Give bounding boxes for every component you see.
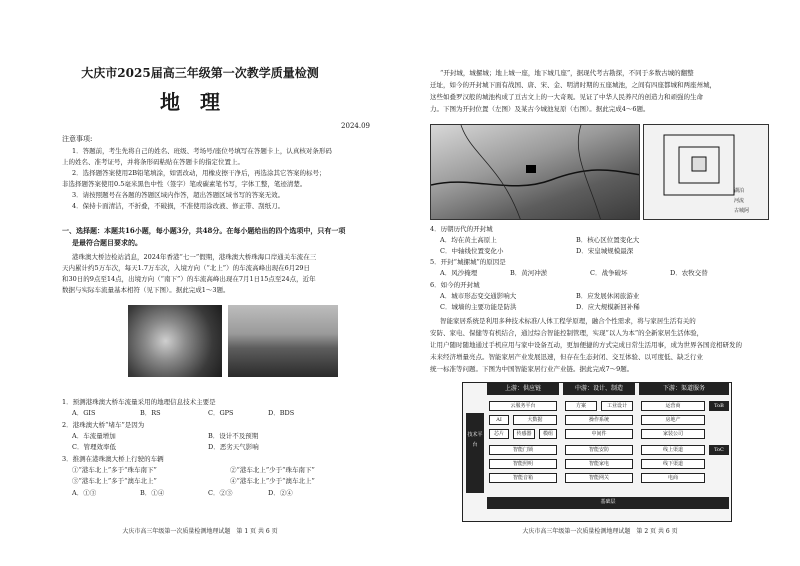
passage-line: 统一标准等问题。下图为中国智能家居行业产业链。据此完成7～9题。 <box>430 365 634 373</box>
box-carrier: 运营商 <box>641 401 705 411</box>
legend-ancient-city: 古城阿 <box>734 208 750 214</box>
passage-line: 安防、家电、保健等有机结合，通过综合智能控制管理，实现“以人为本”的全新家居生活体验， <box>430 329 704 337</box>
option: C．管理效率低 <box>72 443 116 451</box>
passage-line: 让用户随时随地通过手机应用与家中设备互动，更加便捷的方式完成日常生活用事，成为世界各国竞相研发的 <box>430 341 742 349</box>
option: ①“港车北上”多于“珠车南下” <box>72 466 157 474</box>
question-stem: 3．推测在港珠澳大桥上行驶的车辆 <box>62 455 164 463</box>
question-stem: 1．预测港珠澳大桥车流量采用的地理信息技术主要是 <box>62 398 216 406</box>
box-industrial-design: 工业设计 <box>601 401 633 411</box>
passage-line: 这些如叠罗汉般的城池构成了亘古文上的一大奇观。见证了中华人民养尺的创造力和顽强的生命 <box>430 93 703 101</box>
tech-platform-label: 技术平台 <box>466 413 484 493</box>
smart-home-industry-chain-diagram <box>462 382 732 522</box>
box-chip: 芯片 <box>489 429 509 439</box>
notice-item: 4．保持卡面清洁，不折叠，不破损，不准使用涂改液、修正带、刮纸刀。 <box>72 202 285 210</box>
legend-lake: 湖泊 <box>734 188 745 194</box>
question-stem: 4．历朝历代的开封城 <box>430 225 493 233</box>
passage-line: 智能家居系统是利用多种技术标准/人体工程学原理，融合个性需求，将与家居生活有关的 <box>440 317 696 325</box>
option: ④“港车北上”少于“澳车北上” <box>230 477 315 485</box>
box-solution: 方案 <box>565 401 597 411</box>
box-sensor: 传感器 <box>513 429 535 439</box>
notice-item: 2．选择题答案使用2B铅笔填涂，如需改动，用橡皮擦干净后，再选涂其它答案的标号； <box>72 169 326 177</box>
bridge-aerial-photo <box>128 305 222 377</box>
option: D．农牧交替 <box>670 269 708 277</box>
question-stem: 5．开封“城摞城”的原因是 <box>430 258 506 266</box>
option: D．恶劣天气影响 <box>208 443 259 451</box>
label-toc: ToC <box>709 445 729 455</box>
passage-line: 未来经济增量亮点。智能家居产业发展迅速，但存在生态封闭、交互体验、以可度低、缺乏行业 <box>430 353 703 361</box>
page-footer: 大庆市高三年级第一次质量检测地理试题 第 2 页 共 6 页 <box>522 528 678 535</box>
option: A．风沙掩埋 <box>440 269 478 277</box>
notice-item: 上的姓名、准考证号，并将条形码粘贴在答题卡的指定位置上。 <box>62 158 244 166</box>
option: A．均在黄土高原上 <box>440 236 497 244</box>
section-heading: 是最符合题目要求的。 <box>72 238 142 247</box>
subject-title: 地理 <box>160 90 240 114</box>
passage-line: 力。下图为开封位置（左图）及某古今城池复原（右图）。据此完成4～6题。 <box>430 105 650 113</box>
city-walls <box>644 125 769 220</box>
option: A．车流量增加 <box>72 432 116 440</box>
box-ai: AI <box>489 415 509 425</box>
box-smart-lock: 智能门锁 <box>489 445 557 455</box>
col-head-upstream: 上游：供应链 <box>487 383 559 395</box>
label-tob: ToB <box>709 401 729 411</box>
option: B．黄河冲淤 <box>510 269 548 277</box>
passage-line: “开封城，城摞城；地上城一座，地下城几座”，据现代考古勘探，不同于多数古城的翻整 <box>440 69 694 77</box>
box-decoration: 家装公司 <box>641 429 705 439</box>
box-smart-appliance: 智能家电 <box>565 459 633 469</box>
option: ③“港车北上”多于“澳车北上” <box>72 477 157 485</box>
box-middleware: 中间件 <box>565 429 633 439</box>
exam-title: 大庆市2025届高三年级第一次教学质量检测 <box>81 66 319 80</box>
option: C．中轴线位置变化小 <box>440 247 504 255</box>
section-heading: 一、选择题：本题共16小题，每小题3分，共48分。在每小题给出的四个选项中，只有一项 <box>62 226 346 235</box>
option: B．核心区位置变化大 <box>576 236 640 244</box>
kaifeng-location-map <box>430 124 640 220</box>
option: D．BDS <box>268 409 295 417</box>
option: A．GIS <box>72 409 96 417</box>
option: D．②④ <box>268 489 293 497</box>
option: C．城墙的主要功能是防洪 <box>440 303 517 311</box>
passage-line: 港珠澳大桥边检站消息，2024年香港“七一”假期，港珠澳大桥珠海口岸通关车流在三 <box>72 253 317 261</box>
box-bigdata: 大数据 <box>513 415 557 425</box>
map-rivers <box>431 125 640 220</box>
legend-river: 河流 <box>734 198 745 204</box>
notice-item: 1．答题前，考生先将自己的姓名、班级、考场号/座位号填写在答题卡上，认真核对条形码 <box>72 147 332 155</box>
box-cloud: 云服务平台 <box>489 401 557 411</box>
ancient-city-map <box>643 124 769 220</box>
option: B．应发展休闲旅游业 <box>576 292 640 300</box>
option: A．①③ <box>72 489 97 497</box>
col-head-midstream: 中游：设计、制造 <box>563 383 635 395</box>
box-online: 线上渠道 <box>641 445 705 455</box>
box-offline: 线下渠道 <box>641 459 705 469</box>
option: C．②③ <box>208 489 233 497</box>
traffic-jam-photo <box>228 305 338 377</box>
question-stem: 2．港珠澳大桥“堵车”是因为 <box>62 421 145 429</box>
passage-line: 迁址，如今的开封城下面有战国、唐、宋、金、明清时期的五座城池，之间有四座都城和两座州城， <box>430 81 716 89</box>
passage-line: 数据与实际车流量基本相符（见下图）。据此完成1～3题。 <box>62 286 230 294</box>
box-smart-gateway: 智能网关 <box>565 473 633 483</box>
option: B．①④ <box>140 489 165 497</box>
option: B．RS <box>140 409 161 417</box>
exam-date: 2024.09 <box>341 122 370 130</box>
box-module: 模组 <box>539 429 557 439</box>
box-real-estate: 房地产 <box>641 415 705 425</box>
box-smart-lighting: 智能照明 <box>489 459 557 469</box>
option: C．战争破坏 <box>590 269 628 277</box>
box-os: 操作系统 <box>565 415 633 425</box>
question-stem: 6．如今的开封城 <box>430 281 480 289</box>
option: B．设计不及预期 <box>208 432 259 440</box>
notice-item: 非选择题答案使用0.5毫米黑色中性（签字）笔或碳素笔书写，字体工整，笔迹清楚。 <box>62 180 307 188</box>
box-smart-speaker: 智能音箱 <box>489 473 557 483</box>
box-ecommerce: 电商 <box>641 473 705 483</box>
col-head-downstream: 下游：渠道服务 <box>639 383 729 395</box>
option: D．应大规模新回补稀 <box>576 303 640 311</box>
option: C．GPS <box>208 409 234 417</box>
passage-line: 天内累计约5万车次，每天1.7万车次，入境方向（“北上”）的车流高峰出现在6月29日 <box>62 264 311 272</box>
option: A．城市形态变交通影响大 <box>440 292 517 300</box>
box-base-layer: 基础层 <box>487 497 729 509</box>
box-smart-security: 智能安防 <box>565 445 633 455</box>
option: ②“港车北上”少于“珠车南下” <box>230 466 315 474</box>
notice-heading: 注意事项: <box>62 135 93 143</box>
option: D．宋皇城规模最深 <box>576 247 634 255</box>
page-footer: 大庆市高三年级第一次质量检测地理试题 第 1 页 共 6 页 <box>122 528 278 535</box>
notice-item: 3．请按照题号在各题的答题区域内作答，超出答题区域书写的答案无效。 <box>72 191 285 199</box>
page-right <box>400 0 800 566</box>
passage-line: 和30日的9点至14点，出境方向（“南下”）的车流高峰出现在7月1日15点至24点，近年 <box>62 275 316 283</box>
